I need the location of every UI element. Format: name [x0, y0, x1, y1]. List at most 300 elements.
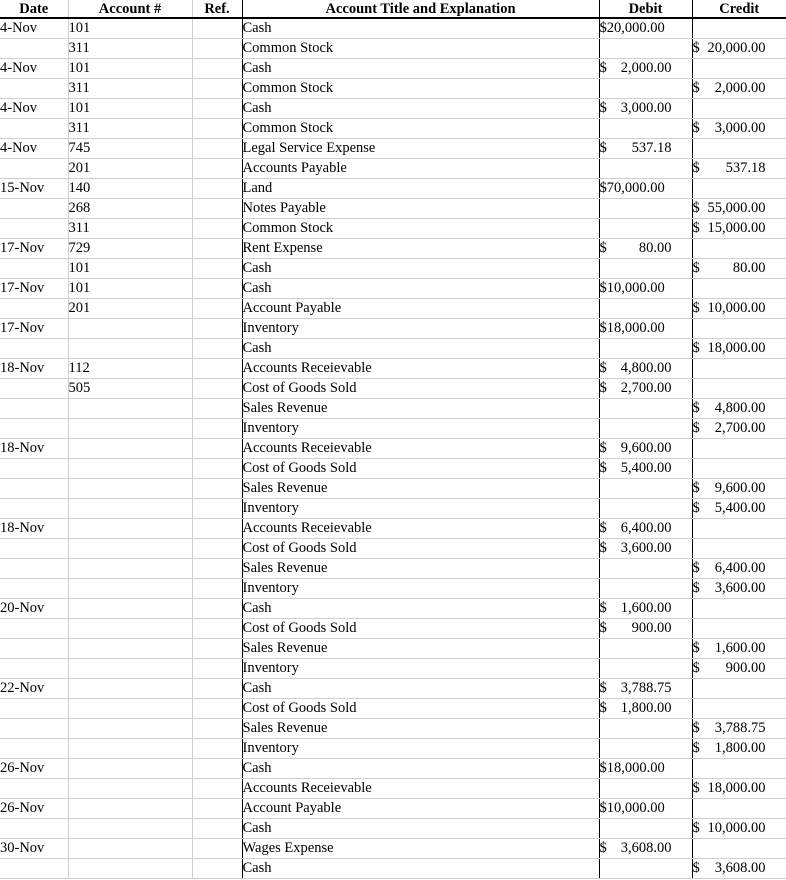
header-row	[0, 0, 786, 18]
debit-cell	[599, 379, 692, 399]
credit-cell	[692, 179, 786, 199]
table-row	[0, 739, 786, 759]
credit-cell	[692, 679, 786, 699]
header-ref: Ref.	[192, 0, 242, 18]
account-title-cell: Accounts Receievable	[242, 439, 599, 459]
credit-cell	[692, 799, 786, 819]
ref-cell	[192, 459, 242, 479]
table-row	[0, 579, 786, 599]
debit-cell	[599, 819, 692, 839]
currency-symbol: $	[599, 20, 607, 36]
table-row	[0, 679, 786, 699]
debit-cell	[599, 839, 692, 859]
account-number-cell: 101	[68, 59, 192, 79]
debit-amount	[600, 279, 672, 298]
date-cell	[0, 779, 68, 799]
currency-symbol: $	[692, 400, 700, 416]
currency-symbol: $	[692, 580, 700, 596]
amount-value: 3,788.75	[620, 680, 672, 696]
account-number-cell	[68, 819, 192, 839]
date-cell	[0, 559, 68, 579]
account-title-cell: Wages Expense	[242, 839, 599, 859]
credit-cell	[692, 459, 786, 479]
date-cell	[0, 459, 68, 479]
debit-cell	[599, 279, 692, 299]
account-title-cell: Sales Revenue	[242, 399, 599, 419]
credit-cell	[692, 739, 786, 759]
amount-value: 1,800.00	[714, 740, 766, 756]
currency-symbol: $	[692, 300, 700, 316]
date-cell	[0, 159, 68, 179]
table-row	[0, 39, 786, 59]
debit-amount	[600, 359, 672, 378]
journal-header	[0, 0, 786, 18]
ref-cell	[192, 139, 242, 159]
ref-cell	[192, 279, 242, 299]
currency-symbol: $	[692, 420, 700, 436]
journal-body	[0, 18, 786, 879]
debit-cell	[599, 179, 692, 199]
amount-value: 2,000.00	[620, 60, 672, 76]
ref-cell	[192, 499, 242, 519]
date-cell: 17-Nov	[0, 319, 68, 339]
debit-cell	[599, 479, 692, 499]
table-row	[0, 839, 786, 859]
credit-amount	[693, 859, 766, 878]
credit-amount	[693, 499, 766, 518]
currency-symbol: $	[599, 380, 607, 396]
table-row	[0, 439, 786, 459]
amount-value: 6,400.00	[714, 560, 766, 576]
account-number-cell	[68, 759, 192, 779]
credit-amount	[693, 559, 766, 578]
table-row	[0, 18, 786, 39]
debit-amount	[600, 379, 672, 398]
table-row	[0, 239, 786, 259]
account-number-cell	[68, 719, 192, 739]
account-number-cell	[68, 519, 192, 539]
amount-value: 3,000.00	[714, 120, 766, 136]
account-title-cell: Common Stock	[242, 119, 599, 139]
credit-cell	[692, 759, 786, 779]
ref-cell	[192, 639, 242, 659]
ref-cell	[192, 479, 242, 499]
currency-symbol: $	[692, 220, 700, 236]
amount-value: 900.00	[725, 660, 766, 676]
table-row	[0, 319, 786, 339]
currency-symbol: $	[692, 340, 700, 356]
credit-amount	[693, 739, 766, 758]
currency-symbol: $	[692, 200, 700, 216]
currency-symbol: $	[599, 180, 607, 196]
amount-value: 6,400.00	[620, 520, 672, 536]
account-title-cell: Cash	[242, 599, 599, 619]
date-cell	[0, 699, 68, 719]
ref-cell	[192, 379, 242, 399]
currency-symbol: $	[599, 700, 607, 716]
ref-cell	[192, 119, 242, 139]
amount-value: 18,000.00	[606, 320, 665, 336]
account-title-cell: Cost of Goods Sold	[242, 619, 599, 639]
account-title-cell: Cash	[242, 259, 599, 279]
currency-symbol: $	[692, 780, 700, 796]
debit-cell	[599, 599, 692, 619]
ref-cell	[192, 759, 242, 779]
amount-value: 2,700.00	[714, 420, 766, 436]
ref-cell	[192, 559, 242, 579]
table-row	[0, 799, 786, 819]
debit-amount	[600, 179, 672, 198]
debit-cell	[599, 579, 692, 599]
debit-cell	[599, 439, 692, 459]
credit-cell	[692, 299, 786, 319]
date-cell	[0, 539, 68, 559]
account-number-cell	[68, 559, 192, 579]
debit-cell	[599, 699, 692, 719]
date-cell	[0, 79, 68, 99]
credit-cell	[692, 119, 786, 139]
ref-cell	[192, 259, 242, 279]
date-cell: 4-Nov	[0, 59, 68, 79]
debit-cell	[599, 199, 692, 219]
debit-amount	[600, 599, 672, 618]
table-row	[0, 519, 786, 539]
currency-symbol: $	[692, 160, 700, 176]
currency-symbol: $	[599, 240, 607, 256]
amount-value: 10,000.00	[606, 280, 665, 296]
credit-cell	[692, 219, 786, 239]
account-number-cell: 140	[68, 179, 192, 199]
debit-cell	[599, 359, 692, 379]
account-title-cell: Sales Revenue	[242, 719, 599, 739]
account-title-cell: Common Stock	[242, 79, 599, 99]
currency-symbol: $	[599, 540, 607, 556]
amount-value: 2,000.00	[714, 80, 766, 96]
credit-cell	[692, 579, 786, 599]
table-row	[0, 719, 786, 739]
account-number-cell	[68, 539, 192, 559]
header-date: Date	[0, 0, 68, 18]
ref-cell	[192, 359, 242, 379]
header-account-number: Account #	[68, 0, 192, 18]
debit-amount	[600, 19, 672, 38]
account-number-cell	[68, 619, 192, 639]
date-cell	[0, 479, 68, 499]
account-number-cell: 311	[68, 79, 192, 99]
date-cell: 26-Nov	[0, 799, 68, 819]
debit-cell	[599, 739, 692, 759]
credit-amount	[693, 39, 766, 58]
currency-symbol: $	[692, 820, 700, 836]
amount-value: 18,000.00	[606, 760, 665, 776]
ref-cell	[192, 59, 242, 79]
date-cell: 22-Nov	[0, 679, 68, 699]
debit-amount	[600, 619, 672, 638]
account-title-cell: Inventory	[242, 499, 599, 519]
account-number-cell	[68, 599, 192, 619]
account-number-cell	[68, 339, 192, 359]
table-row	[0, 359, 786, 379]
amount-value: 80.00	[732, 260, 766, 276]
amount-value: 900.00	[631, 620, 672, 636]
date-cell	[0, 119, 68, 139]
currency-symbol: $	[599, 60, 607, 76]
credit-cell	[692, 199, 786, 219]
account-title-cell: Cost of Goods Sold	[242, 459, 599, 479]
account-number-cell	[68, 419, 192, 439]
ref-cell	[192, 79, 242, 99]
table-row	[0, 259, 786, 279]
debit-cell	[599, 239, 692, 259]
debit-cell	[599, 259, 692, 279]
credit-amount	[693, 639, 766, 658]
currency-symbol: $	[599, 320, 607, 336]
table-row	[0, 299, 786, 319]
ref-cell	[192, 39, 242, 59]
amount-value: 1,800.00	[620, 700, 672, 716]
ref-cell	[192, 439, 242, 459]
header-account-title: Account Title and Explanation	[242, 0, 599, 18]
debit-cell	[599, 299, 692, 319]
date-cell: 30-Nov	[0, 839, 68, 859]
account-number-cell	[68, 479, 192, 499]
account-number-cell	[68, 459, 192, 479]
date-cell	[0, 659, 68, 679]
table-row	[0, 379, 786, 399]
ref-cell	[192, 199, 242, 219]
ref-cell	[192, 839, 242, 859]
debit-cell	[599, 219, 692, 239]
ref-cell	[192, 719, 242, 739]
account-number-cell	[68, 439, 192, 459]
debit-amount	[600, 759, 672, 778]
debit-amount	[600, 239, 672, 258]
debit-amount	[600, 839, 672, 858]
ref-cell	[192, 159, 242, 179]
account-number-cell	[68, 499, 192, 519]
account-title-cell: Account Payable	[242, 299, 599, 319]
account-number-cell	[68, 659, 192, 679]
account-title-cell: Accounts Receievable	[242, 779, 599, 799]
credit-cell	[692, 439, 786, 459]
currency-symbol: $	[599, 360, 607, 376]
credit-cell	[692, 319, 786, 339]
debit-amount	[600, 459, 672, 478]
ref-cell	[192, 579, 242, 599]
amount-value: 55,000.00	[707, 200, 766, 216]
date-cell: 4-Nov	[0, 99, 68, 119]
credit-cell	[692, 99, 786, 119]
date-cell: 17-Nov	[0, 279, 68, 299]
account-title-cell: Cost of Goods Sold	[242, 699, 599, 719]
currency-symbol: $	[599, 840, 607, 856]
amount-value: 9,600.00	[714, 480, 766, 496]
table-row	[0, 139, 786, 159]
amount-value: 537.18	[631, 140, 672, 156]
amount-value: 1,600.00	[714, 640, 766, 656]
table-row	[0, 79, 786, 99]
amount-value: 2,700.00	[620, 380, 672, 396]
date-cell	[0, 819, 68, 839]
date-cell	[0, 379, 68, 399]
table-row	[0, 559, 786, 579]
debit-amount	[600, 539, 672, 558]
account-number-cell: 101	[68, 99, 192, 119]
debit-cell	[599, 799, 692, 819]
credit-amount	[693, 79, 766, 98]
account-number-cell	[68, 679, 192, 699]
debit-cell	[599, 399, 692, 419]
debit-cell	[599, 499, 692, 519]
account-number-cell: 112	[68, 359, 192, 379]
account-title-cell: Cash	[242, 339, 599, 359]
table-row	[0, 99, 786, 119]
account-number-cell	[68, 799, 192, 819]
credit-cell	[692, 519, 786, 539]
credit-amount	[693, 159, 766, 178]
credit-cell	[692, 59, 786, 79]
account-title-cell: Common Stock	[242, 39, 599, 59]
table-row	[0, 119, 786, 139]
ref-cell	[192, 819, 242, 839]
account-number-cell: 201	[68, 159, 192, 179]
date-cell	[0, 259, 68, 279]
amount-value: 3,000.00	[620, 100, 672, 116]
currency-symbol: $	[599, 600, 607, 616]
account-number-cell	[68, 859, 192, 879]
debit-cell	[599, 459, 692, 479]
credit-cell	[692, 559, 786, 579]
table-row	[0, 179, 786, 199]
amount-value: 3,608.00	[620, 840, 672, 856]
amount-value: 18,000.00	[707, 780, 766, 796]
account-title-cell: Legal Service Expense	[242, 139, 599, 159]
currency-symbol: $	[599, 100, 607, 116]
currency-symbol: $	[692, 80, 700, 96]
amount-value: 3,608.00	[714, 860, 766, 876]
date-cell	[0, 579, 68, 599]
debit-cell	[599, 79, 692, 99]
currency-symbol: $	[692, 740, 700, 756]
date-cell	[0, 499, 68, 519]
credit-amount	[693, 299, 766, 318]
table-row	[0, 479, 786, 499]
account-number-cell: 268	[68, 199, 192, 219]
ref-cell	[192, 219, 242, 239]
ref-cell	[192, 859, 242, 879]
debit-cell	[599, 99, 692, 119]
date-cell	[0, 39, 68, 59]
account-title-cell: Accounts Receievable	[242, 519, 599, 539]
amount-value: 10,000.00	[606, 800, 665, 816]
debit-amount	[600, 699, 672, 718]
debit-cell	[599, 519, 692, 539]
amount-value: 20,000.00	[606, 20, 665, 36]
ref-cell	[192, 779, 242, 799]
credit-cell	[692, 819, 786, 839]
account-title-cell: Accounts Receievable	[242, 359, 599, 379]
currency-symbol: $	[599, 620, 607, 636]
credit-cell	[692, 499, 786, 519]
currency-symbol: $	[599, 680, 607, 696]
table-row	[0, 199, 786, 219]
amount-value: 80.00	[638, 240, 672, 256]
table-row	[0, 419, 786, 439]
ref-cell	[192, 699, 242, 719]
currency-symbol: $	[692, 120, 700, 136]
date-cell: 18-Nov	[0, 519, 68, 539]
date-cell	[0, 419, 68, 439]
account-title-cell: Accounts Payable	[242, 159, 599, 179]
credit-cell	[692, 79, 786, 99]
date-cell: 4-Nov	[0, 139, 68, 159]
credit-amount	[693, 259, 766, 278]
account-title-cell: Common Stock	[242, 219, 599, 239]
credit-cell	[692, 659, 786, 679]
debit-cell	[599, 39, 692, 59]
debit-cell	[599, 419, 692, 439]
date-cell	[0, 739, 68, 759]
account-title-cell: Cash	[242, 18, 599, 39]
credit-amount	[693, 399, 766, 418]
ref-cell	[192, 799, 242, 819]
currency-symbol: $	[692, 860, 700, 876]
account-number-cell: 311	[68, 39, 192, 59]
ref-cell	[192, 339, 242, 359]
amount-value: 3,600.00	[714, 580, 766, 596]
currency-symbol: $	[599, 800, 607, 816]
credit-amount	[693, 119, 766, 138]
credit-cell	[692, 779, 786, 799]
currency-symbol: $	[599, 440, 607, 456]
amount-value: 9,600.00	[620, 440, 672, 456]
debit-amount	[600, 679, 672, 698]
account-number-cell: 311	[68, 219, 192, 239]
credit-cell	[692, 18, 786, 39]
debit-cell	[599, 59, 692, 79]
account-number-cell	[68, 699, 192, 719]
date-cell	[0, 299, 68, 319]
credit-amount	[693, 659, 766, 678]
date-cell: 20-Nov	[0, 599, 68, 619]
account-title-cell: Sales Revenue	[242, 479, 599, 499]
currency-symbol: $	[599, 280, 607, 296]
credit-cell	[692, 159, 786, 179]
currency-symbol: $	[692, 260, 700, 276]
ref-cell	[192, 659, 242, 679]
credit-cell	[692, 699, 786, 719]
account-title-cell: Land	[242, 179, 599, 199]
credit-amount	[693, 199, 766, 218]
debit-amount	[600, 799, 672, 818]
date-cell: 17-Nov	[0, 239, 68, 259]
account-number-cell	[68, 579, 192, 599]
table-row	[0, 659, 786, 679]
table-row	[0, 59, 786, 79]
debit-amount	[600, 519, 672, 538]
account-number-cell: 311	[68, 119, 192, 139]
account-number-cell: 729	[68, 239, 192, 259]
debit-amount	[600, 139, 672, 158]
date-cell: 4-Nov	[0, 18, 68, 39]
amount-value: 5,400.00	[714, 500, 766, 516]
credit-amount	[693, 339, 766, 358]
currency-symbol: $	[692, 560, 700, 576]
debit-amount	[600, 99, 672, 118]
table-row	[0, 639, 786, 659]
amount-value: 10,000.00	[707, 820, 766, 836]
table-row	[0, 779, 786, 799]
